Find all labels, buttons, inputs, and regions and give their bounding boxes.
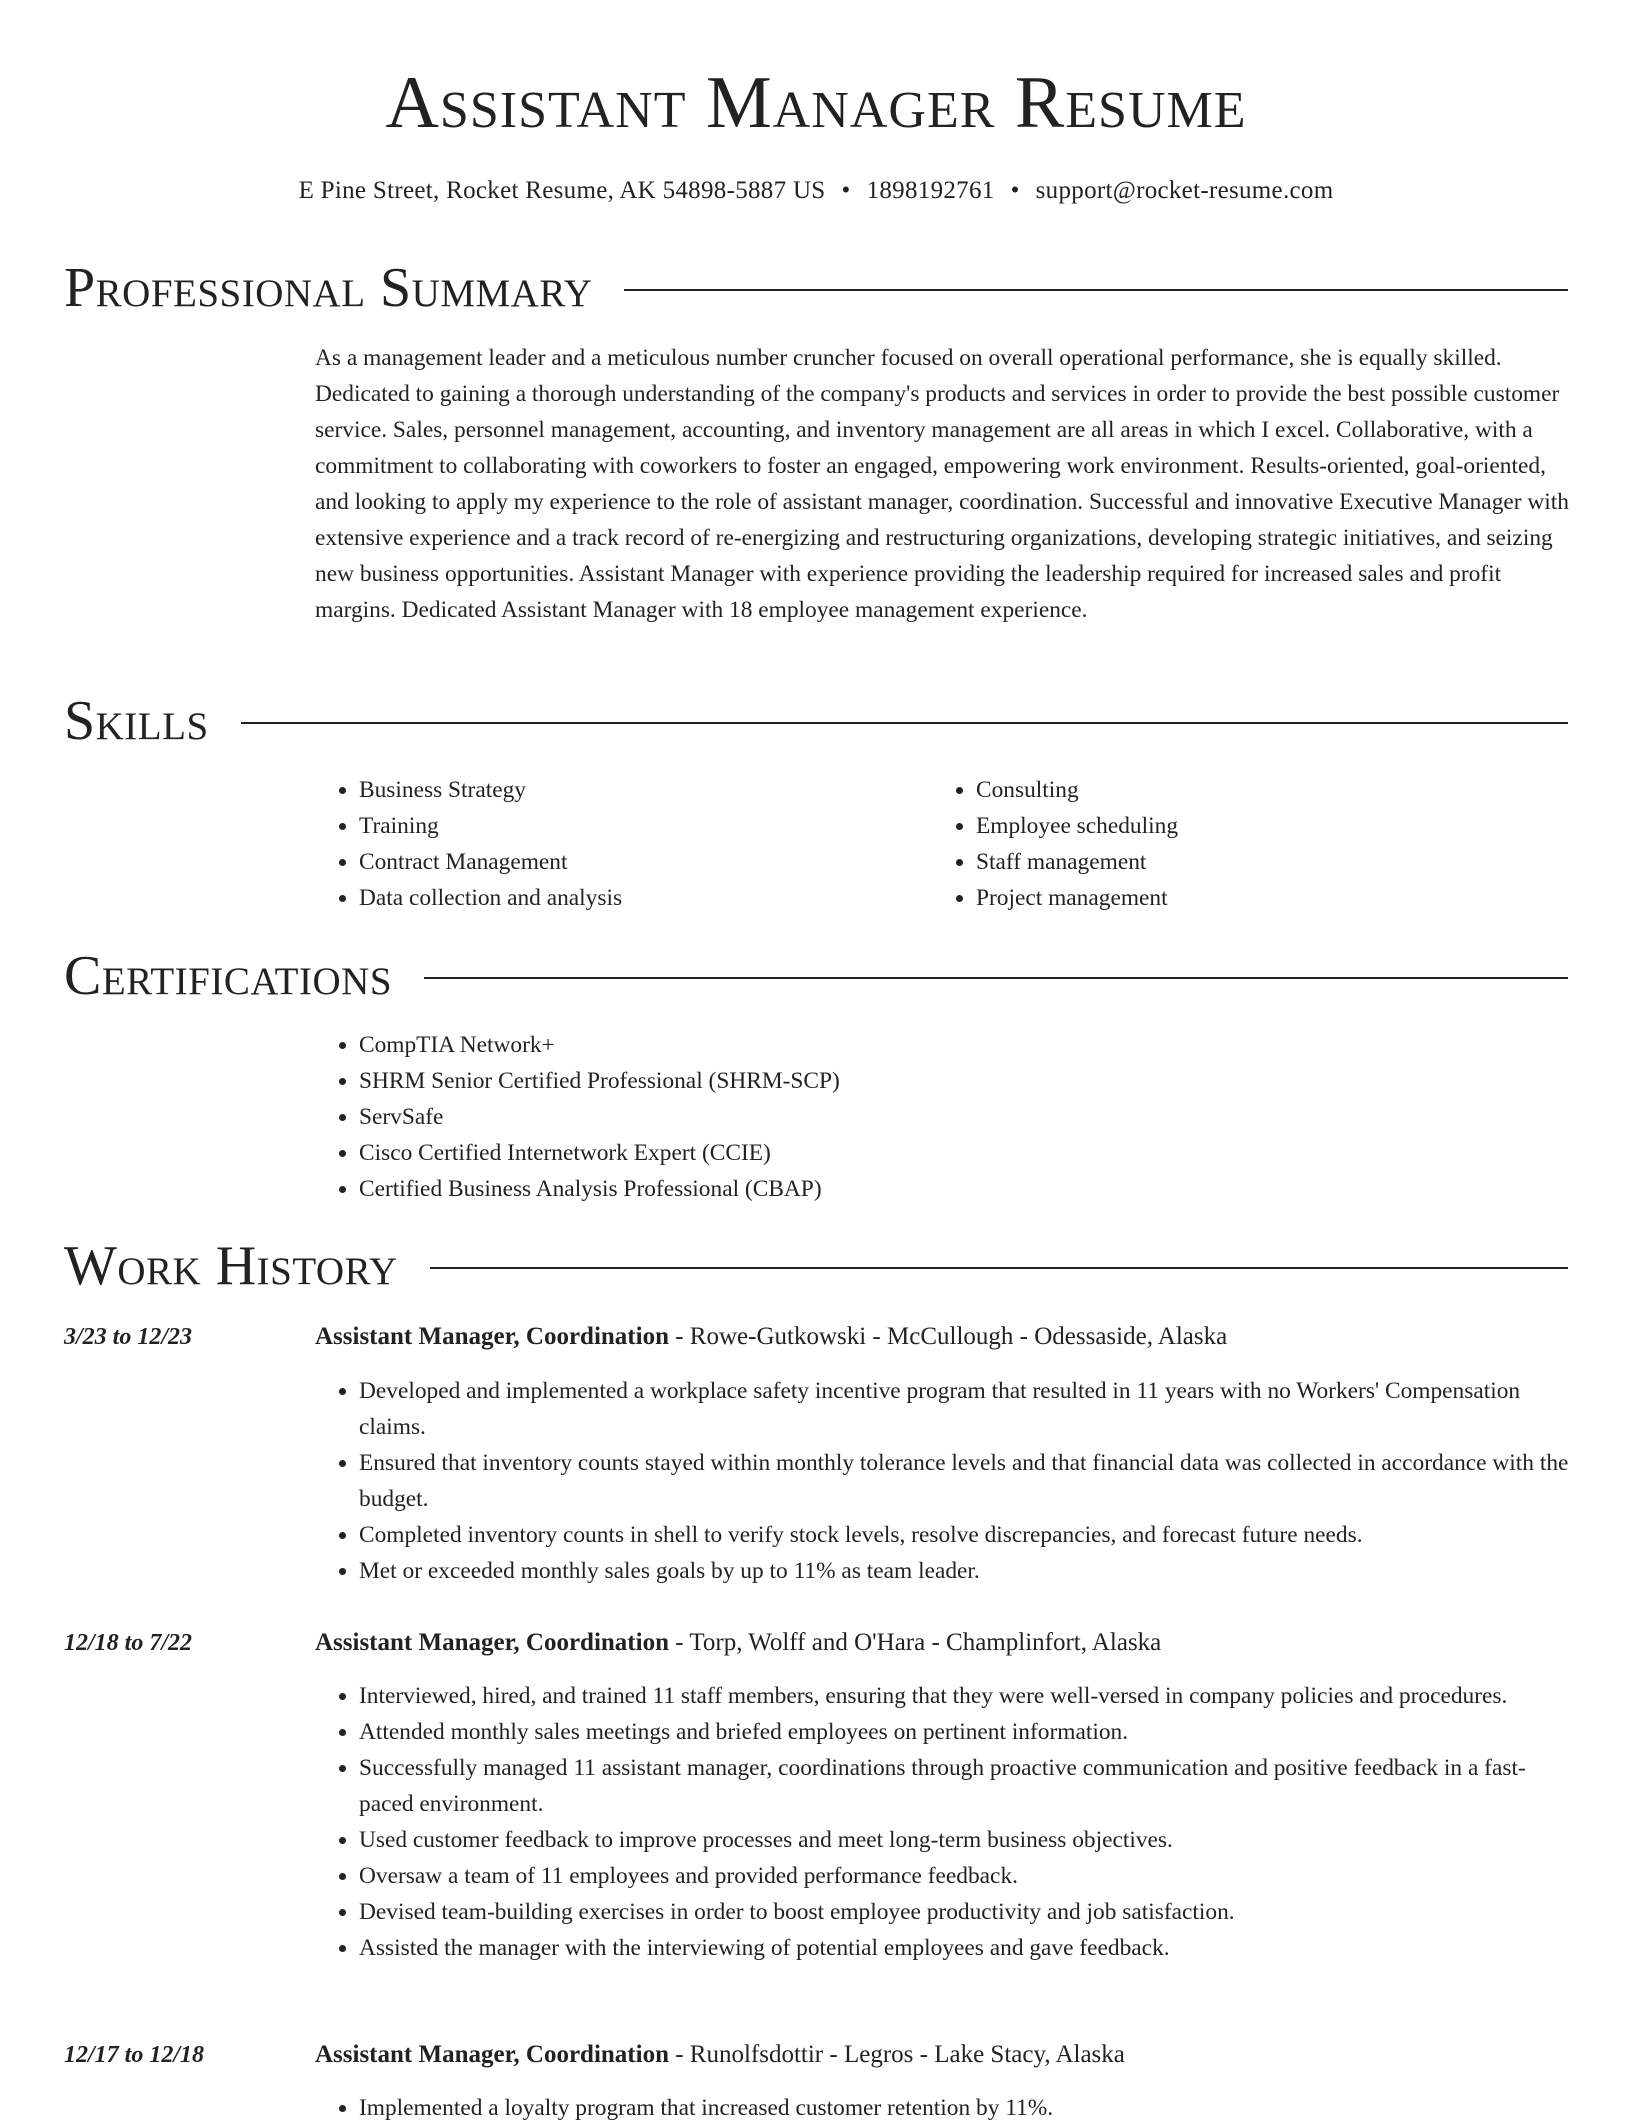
section-divider <box>241 722 1568 724</box>
contact-separator: • <box>1010 177 1020 204</box>
skill-item: • Data collection and analysis <box>359 880 875 916</box>
section-header-skills <box>64 686 1568 756</box>
skill-item: • Contract Management <box>359 844 875 880</box>
certification-item: • Cisco Certified Internetwork Expert (CCIE) <box>359 1135 1515 1171</box>
skill-item: • Consulting <box>976 772 1532 808</box>
section-divider <box>624 289 1568 291</box>
summary-text: As a management leader and a meticulous number cruncher focused on overall operational performance, she is equally skilled. Dedicated to gaining a thorough understanding of the company's products and services in order to provide the best possible customer service. Sales, personnel management, accounting, and inventory management are all areas in which I excel. Collaborative, with a commitment to collaborating with coworkers to foster an engaged, empowering work environment. Results-oriented, goal-oriented, and looking to apply my experience to the role of assistant manager, coordination. Successful and innovative Executive Manager with extensive experience and a track record of re-energizing and restructuring organizations, developing strategic initiatives, and seizing new business opportunities. Assistant Manager with experience providing the leadership required for increased sales and profit margins. Dedicated Assistant Manager with 18 employee management experience. <box>315 345 1569 623</box>
skill-item: • Training <box>359 808 875 844</box>
contact-separator: • <box>841 177 851 204</box>
skill-item: • Staff management <box>976 844 1532 880</box>
contact-phone: 1898192761 <box>866 177 995 204</box>
job-heading <box>315 1625 1571 1661</box>
section-title-skills: Skills <box>64 690 209 752</box>
section-title-certifications: Certifications <box>64 945 393 1007</box>
job-bullets <box>315 2090 1571 2126</box>
job-bullet: • Devised team-building exercises in order to boost employee productivity and job satisfaction. <box>359 1894 1571 1930</box>
job-bullet: • Oversaw a team of 11 employees and provided performance feedback. <box>359 1858 1571 1894</box>
job-bullet: • Completed inventory counts in shell to verify stock levels, resolve discrepancies, and forecast future needs. <box>359 1517 1571 1553</box>
section-header-summary <box>64 253 1568 323</box>
skills-column-left <box>315 772 875 916</box>
job-bullets <box>315 1678 1571 1966</box>
job-heading <box>315 1319 1571 1355</box>
job-bullet: • Developed and implemented a workplace safety incentive program that resulted in 11 years with no Workers' Compensation claims. <box>359 1373 1571 1445</box>
job-bullet: • Attended monthly sales meetings and briefed employees on pertinent information. <box>359 1714 1571 1750</box>
skills-column-right <box>932 772 1532 916</box>
section-divider <box>430 1267 1568 1269</box>
job-bullet: • Interviewed, hired, and trained 11 staff members, ensuring that they were well-versed in company policies and procedures. <box>359 1678 1571 1714</box>
job-role: Assistant Manager, Coordination <box>315 1629 669 1656</box>
job-bullet: • Used customer feedback to improve processes and meet long-term business objectives. <box>359 1822 1571 1858</box>
contact-address: E Pine Street, Rocket Resume, AK 54898-5887 US <box>298 177 826 204</box>
certification-item: • SHRM Senior Certified Professional (SHRM-SCP) <box>359 1063 1515 1099</box>
section-header-certifications <box>64 941 1568 1011</box>
job-bullets <box>315 1373 1571 1589</box>
job-heading <box>315 2037 1571 2073</box>
job-bullet: • Implemented a loyalty program that increased customer retention by 11%. <box>359 2090 1571 2126</box>
job-dates: 12/17 to 12/18 <box>64 2042 205 2068</box>
section-title-summary: Professional Summary <box>64 257 593 319</box>
job-bullet: • Ensured that inventory counts stayed within monthly tolerance levels and that financial data was collected in accordance with the budget. <box>359 1445 1571 1517</box>
contact-line <box>0 174 1632 208</box>
resume-title: Assistant Manager Resume <box>385 62 1247 144</box>
job-role: Assistant Manager, Coordination <box>315 2041 669 2068</box>
certification-item: • Certified Business Analysis Professional (CBAP) <box>359 1171 1515 1207</box>
section-divider <box>424 977 1568 979</box>
job-dates: 12/18 to 7/22 <box>64 1630 193 1656</box>
skill-item: • Employee scheduling <box>976 808 1532 844</box>
section-header-work-history <box>64 1231 1568 1301</box>
job-dates: 3/23 to 12/23 <box>64 1324 193 1350</box>
job-bullet: • Met or exceeded monthly sales goals by up to 11% as team leader. <box>359 1553 1571 1589</box>
contact-email: support@rocket-resume.com <box>1035 177 1334 204</box>
certifications-list <box>315 1027 1515 1207</box>
job-bullet: • Successfully managed 11 assistant manager, coordinations through proactive communication and positive feedback in a fast-paced environment. <box>359 1750 1571 1822</box>
job-company-location: - Rowe-Gutkowski - McCullough - Odessaside, Alaska <box>668 1323 1228 1350</box>
section-title-work-history: Work History <box>64 1235 398 1297</box>
skill-item: • Business Strategy <box>359 772 875 808</box>
certification-item: • CompTIA Network+ <box>359 1027 1515 1063</box>
job-role: Assistant Manager, Coordination <box>315 1323 669 1350</box>
job-company-location: - Torp, Wolff and O'Hara - Champlinfort, Alaska <box>668 1629 1162 1656</box>
job-company-location: - Runolfsdottir - Legros - Lake Stacy, Alaska <box>668 2041 1125 2068</box>
certification-item: • ServSafe <box>359 1099 1515 1135</box>
skill-item: • Project management <box>976 880 1532 916</box>
job-bullet: • Assisted the manager with the interviewing of potential employees and gave feedback. <box>359 1930 1571 1966</box>
